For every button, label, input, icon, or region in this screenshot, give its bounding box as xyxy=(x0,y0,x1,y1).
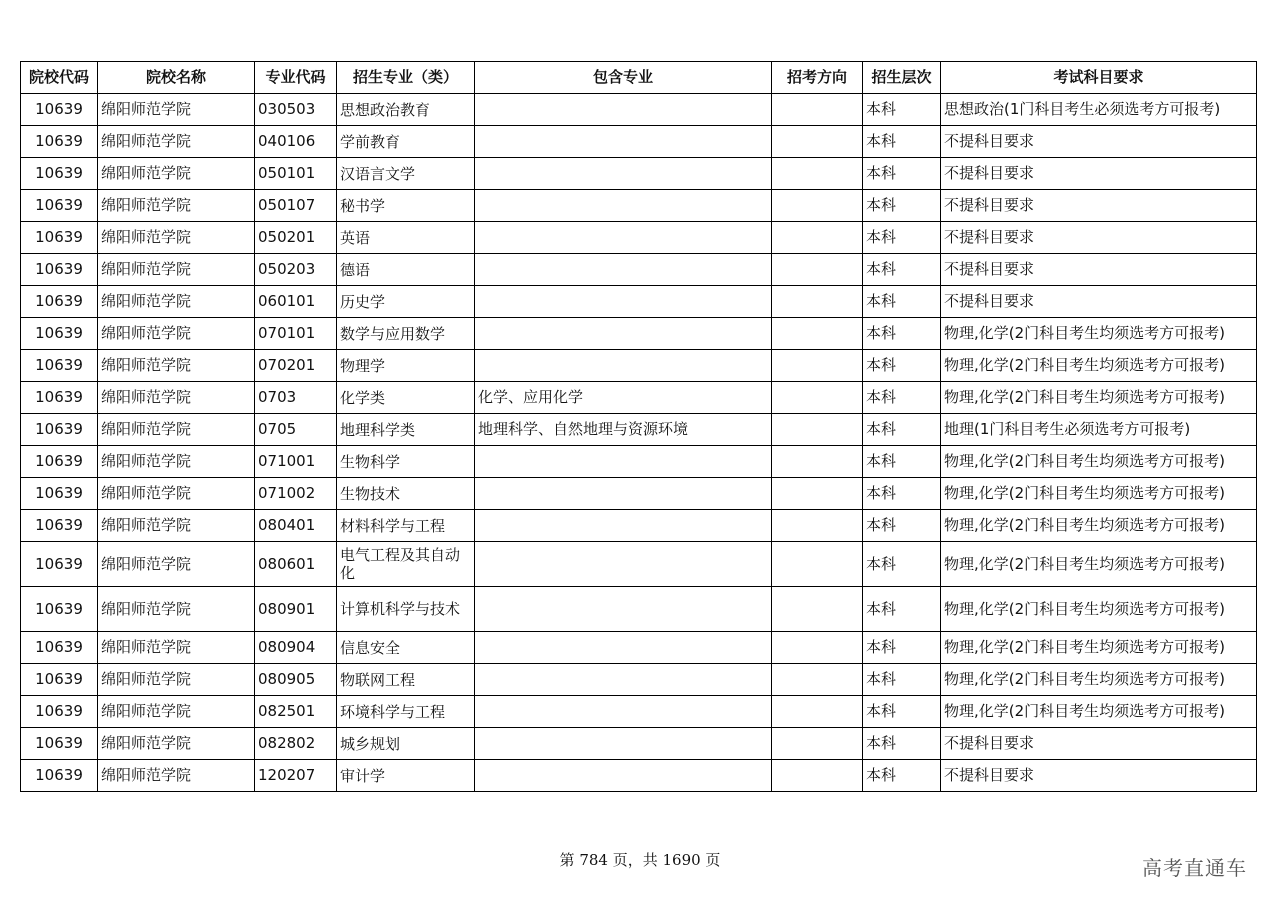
major-code-cell: 040106 xyxy=(255,126,337,158)
school-name-cell: 绵阳师范学院 xyxy=(98,760,255,792)
table-row xyxy=(21,222,1257,254)
level-cell: 本科 xyxy=(863,382,941,414)
major-cell: 地理科学类 xyxy=(337,414,475,446)
school-name-cell: 绵阳师范学院 xyxy=(98,510,255,542)
direction-cell xyxy=(772,587,863,632)
school-name-cell: 绵阳师范学院 xyxy=(98,632,255,664)
level-cell: 本科 xyxy=(863,760,941,792)
direction-cell xyxy=(772,158,863,190)
includes-cell: 化学、应用化学 xyxy=(475,382,772,414)
requirement-cell: 不提科目要求 xyxy=(941,190,1257,222)
school-name-cell: 绵阳师范学院 xyxy=(98,414,255,446)
table-row xyxy=(21,190,1257,222)
includes-cell xyxy=(475,587,772,632)
school-code-cell: 10639 xyxy=(21,126,98,158)
major-code-cell: 120207 xyxy=(255,760,337,792)
school-name-cell: 绵阳师范学院 xyxy=(98,696,255,728)
school-code-cell: 10639 xyxy=(21,382,98,414)
header-major-code: 专业代码 xyxy=(255,62,337,94)
major-cell: 历史学 xyxy=(337,286,475,318)
school-code-cell: 10639 xyxy=(21,158,98,190)
school-code-cell: 10639 xyxy=(21,414,98,446)
major-cell: 秘书学 xyxy=(337,190,475,222)
table-row xyxy=(21,254,1257,286)
major-code-cell: 050107 xyxy=(255,190,337,222)
level-cell: 本科 xyxy=(863,318,941,350)
direction-cell xyxy=(772,94,863,126)
page-number: 第 784 页，共 1690 页 xyxy=(559,851,721,869)
level-cell: 本科 xyxy=(863,632,941,664)
header-school-name: 院校名称 xyxy=(98,62,255,94)
header-level: 招生层次 xyxy=(863,62,941,94)
includes-cell xyxy=(475,158,772,190)
level-cell: 本科 xyxy=(863,94,941,126)
direction-cell xyxy=(772,414,863,446)
table-row xyxy=(21,286,1257,318)
major-code-cell: 082501 xyxy=(255,696,337,728)
school-code-cell: 10639 xyxy=(21,350,98,382)
major-cell: 思想政治教育 xyxy=(337,94,475,126)
table-row xyxy=(21,446,1257,478)
level-cell: 本科 xyxy=(863,446,941,478)
includes-cell xyxy=(475,446,772,478)
includes-cell xyxy=(475,222,772,254)
school-name-cell: 绵阳师范学院 xyxy=(98,318,255,350)
level-cell: 本科 xyxy=(863,696,941,728)
major-code-cell: 080601 xyxy=(255,542,337,587)
major-code-cell: 080401 xyxy=(255,510,337,542)
school-name-cell: 绵阳师范学院 xyxy=(98,158,255,190)
requirement-cell: 不提科目要求 xyxy=(941,254,1257,286)
school-name-cell: 绵阳师范学院 xyxy=(98,728,255,760)
includes-cell xyxy=(475,350,772,382)
school-code-cell: 10639 xyxy=(21,728,98,760)
major-cell: 德语 xyxy=(337,254,475,286)
school-name-cell: 绵阳师范学院 xyxy=(98,587,255,632)
table-row xyxy=(21,318,1257,350)
school-code-cell: 10639 xyxy=(21,696,98,728)
requirement-cell: 物理,化学(2门科目考生均须选考方可报考) xyxy=(941,696,1257,728)
direction-cell xyxy=(772,190,863,222)
direction-cell xyxy=(772,286,863,318)
major-cell: 学前教育 xyxy=(337,126,475,158)
major-code-cell: 071001 xyxy=(255,446,337,478)
requirement-cell: 不提科目要求 xyxy=(941,728,1257,760)
school-code-cell: 10639 xyxy=(21,254,98,286)
major-code-cell: 080905 xyxy=(255,664,337,696)
school-code-cell: 10639 xyxy=(21,190,98,222)
table-row xyxy=(21,542,1257,587)
direction-cell xyxy=(772,222,863,254)
table-row xyxy=(21,664,1257,696)
major-code-cell: 060101 xyxy=(255,286,337,318)
table-row xyxy=(21,126,1257,158)
direction-cell xyxy=(772,510,863,542)
enrollment-table xyxy=(20,61,1257,792)
school-code-cell: 10639 xyxy=(21,510,98,542)
table-row xyxy=(21,728,1257,760)
major-cell: 数学与应用数学 xyxy=(337,318,475,350)
table-row xyxy=(21,587,1257,632)
major-code-cell: 030503 xyxy=(255,94,337,126)
direction-cell xyxy=(772,382,863,414)
school-name-cell: 绵阳师范学院 xyxy=(98,286,255,318)
school-code-cell: 10639 xyxy=(21,222,98,254)
requirement-cell: 物理,化学(2门科目考生均须选考方可报考) xyxy=(941,318,1257,350)
direction-cell xyxy=(772,696,863,728)
school-name-cell: 绵阳师范学院 xyxy=(98,94,255,126)
school-name-cell: 绵阳师范学院 xyxy=(98,190,255,222)
major-code-cell: 082802 xyxy=(255,728,337,760)
level-cell: 本科 xyxy=(863,158,941,190)
requirement-cell: 物理,化学(2门科目考生均须选考方可报考) xyxy=(941,632,1257,664)
table-row xyxy=(21,696,1257,728)
includes-cell xyxy=(475,696,772,728)
major-cell: 计算机科学与技术 xyxy=(337,587,475,632)
watermark-text: 高考直通车 xyxy=(1142,856,1247,880)
includes-cell xyxy=(475,286,772,318)
includes-cell xyxy=(475,126,772,158)
major-code-cell: 050201 xyxy=(255,222,337,254)
direction-cell xyxy=(772,760,863,792)
direction-cell xyxy=(772,542,863,587)
requirement-cell: 地理(1门科目考生必须选考方可报考) xyxy=(941,414,1257,446)
includes-cell xyxy=(475,664,772,696)
includes-cell xyxy=(475,542,772,587)
level-cell: 本科 xyxy=(863,190,941,222)
school-name-cell: 绵阳师范学院 xyxy=(98,382,255,414)
level-cell: 本科 xyxy=(863,542,941,587)
includes-cell xyxy=(475,254,772,286)
table-header-row xyxy=(21,62,1257,94)
includes-cell xyxy=(475,318,772,350)
table-row xyxy=(21,158,1257,190)
school-name-cell: 绵阳师范学院 xyxy=(98,478,255,510)
level-cell: 本科 xyxy=(863,254,941,286)
includes-cell xyxy=(475,478,772,510)
header-direction: 招考方向 xyxy=(772,62,863,94)
table-row xyxy=(21,478,1257,510)
requirement-cell: 不提科目要求 xyxy=(941,286,1257,318)
direction-cell xyxy=(772,478,863,510)
level-cell: 本科 xyxy=(863,350,941,382)
table-row xyxy=(21,510,1257,542)
table-row xyxy=(21,350,1257,382)
direction-cell xyxy=(772,126,863,158)
level-cell: 本科 xyxy=(863,286,941,318)
requirement-cell: 物理,化学(2门科目考生均须选考方可报考) xyxy=(941,478,1257,510)
requirement-cell: 物理,化学(2门科目考生均须选考方可报考) xyxy=(941,350,1257,382)
level-cell: 本科 xyxy=(863,664,941,696)
level-cell: 本科 xyxy=(863,510,941,542)
major-cell: 化学类 xyxy=(337,382,475,414)
major-code-cell: 070201 xyxy=(255,350,337,382)
includes-cell xyxy=(475,94,772,126)
major-code-cell: 080901 xyxy=(255,587,337,632)
requirement-cell: 物理,化学(2门科目考生均须选考方可报考) xyxy=(941,510,1257,542)
school-code-cell: 10639 xyxy=(21,318,98,350)
major-code-cell: 050101 xyxy=(255,158,337,190)
requirement-cell: 不提科目要求 xyxy=(941,760,1257,792)
major-code-cell: 071002 xyxy=(255,478,337,510)
table-row xyxy=(21,760,1257,792)
requirement-cell: 不提科目要求 xyxy=(941,158,1257,190)
requirement-cell: 物理,化学(2门科目考生均须选考方可报考) xyxy=(941,587,1257,632)
major-code-cell: 050203 xyxy=(255,254,337,286)
major-cell: 物联网工程 xyxy=(337,664,475,696)
requirement-cell: 物理,化学(2门科目考生均须选考方可报考) xyxy=(941,542,1257,587)
direction-cell xyxy=(772,446,863,478)
major-code-cell: 0705 xyxy=(255,414,337,446)
table-row xyxy=(21,382,1257,414)
school-code-cell: 10639 xyxy=(21,286,98,318)
school-code-cell: 10639 xyxy=(21,632,98,664)
school-name-cell: 绵阳师范学院 xyxy=(98,222,255,254)
header-school-code: 院校代码 xyxy=(21,62,98,94)
major-cell: 汉语言文学 xyxy=(337,158,475,190)
major-cell: 物理学 xyxy=(337,350,475,382)
school-code-cell: 10639 xyxy=(21,478,98,510)
school-name-cell: 绵阳师范学院 xyxy=(98,126,255,158)
school-code-cell: 10639 xyxy=(21,664,98,696)
includes-cell: 地理科学、自然地理与资源环境 xyxy=(475,414,772,446)
level-cell: 本科 xyxy=(863,222,941,254)
school-code-cell: 10639 xyxy=(21,587,98,632)
major-cell: 生物技术 xyxy=(337,478,475,510)
school-name-cell: 绵阳师范学院 xyxy=(98,254,255,286)
header-requirement: 考试科目要求 xyxy=(941,62,1257,94)
school-name-cell: 绵阳师范学院 xyxy=(98,350,255,382)
direction-cell xyxy=(772,350,863,382)
table-row xyxy=(21,94,1257,126)
major-cell: 生物科学 xyxy=(337,446,475,478)
header-includes: 包含专业 xyxy=(475,62,772,94)
requirement-cell: 物理,化学(2门科目考生均须选考方可报考) xyxy=(941,382,1257,414)
table-row xyxy=(21,632,1257,664)
school-code-cell: 10639 xyxy=(21,94,98,126)
school-code-cell: 10639 xyxy=(21,446,98,478)
school-name-cell: 绵阳师范学院 xyxy=(98,446,255,478)
requirement-cell: 物理,化学(2门科目考生均须选考方可报考) xyxy=(941,664,1257,696)
major-cell: 审计学 xyxy=(337,760,475,792)
includes-cell xyxy=(475,632,772,664)
header-major: 招生专业（类） xyxy=(337,62,475,94)
requirement-cell: 物理,化学(2门科目考生均须选考方可报考) xyxy=(941,446,1257,478)
major-code-cell: 0703 xyxy=(255,382,337,414)
level-cell: 本科 xyxy=(863,587,941,632)
major-cell: 信息安全 xyxy=(337,632,475,664)
major-cell: 城乡规划 xyxy=(337,728,475,760)
level-cell: 本科 xyxy=(863,728,941,760)
includes-cell xyxy=(475,190,772,222)
school-code-cell: 10639 xyxy=(21,542,98,587)
direction-cell xyxy=(772,318,863,350)
major-cell: 环境科学与工程 xyxy=(337,696,475,728)
requirement-cell: 不提科目要求 xyxy=(941,126,1257,158)
table-body xyxy=(21,94,1257,792)
requirement-cell: 思想政治(1门科目考生必须选考方可报考) xyxy=(941,94,1257,126)
includes-cell xyxy=(475,728,772,760)
school-name-cell: 绵阳师范学院 xyxy=(98,542,255,587)
includes-cell xyxy=(475,760,772,792)
major-code-cell: 080904 xyxy=(255,632,337,664)
requirement-cell: 不提科目要求 xyxy=(941,222,1257,254)
level-cell: 本科 xyxy=(863,478,941,510)
major-code-cell: 070101 xyxy=(255,318,337,350)
major-cell: 电气工程及其自动化 xyxy=(337,542,475,587)
major-cell: 英语 xyxy=(337,222,475,254)
major-cell: 材料科学与工程 xyxy=(337,510,475,542)
level-cell: 本科 xyxy=(863,414,941,446)
direction-cell xyxy=(772,254,863,286)
direction-cell xyxy=(772,728,863,760)
direction-cell xyxy=(772,632,863,664)
table-row xyxy=(21,414,1257,446)
direction-cell xyxy=(772,664,863,696)
level-cell: 本科 xyxy=(863,126,941,158)
includes-cell xyxy=(475,510,772,542)
school-name-cell: 绵阳师范学院 xyxy=(98,664,255,696)
school-code-cell: 10639 xyxy=(21,760,98,792)
